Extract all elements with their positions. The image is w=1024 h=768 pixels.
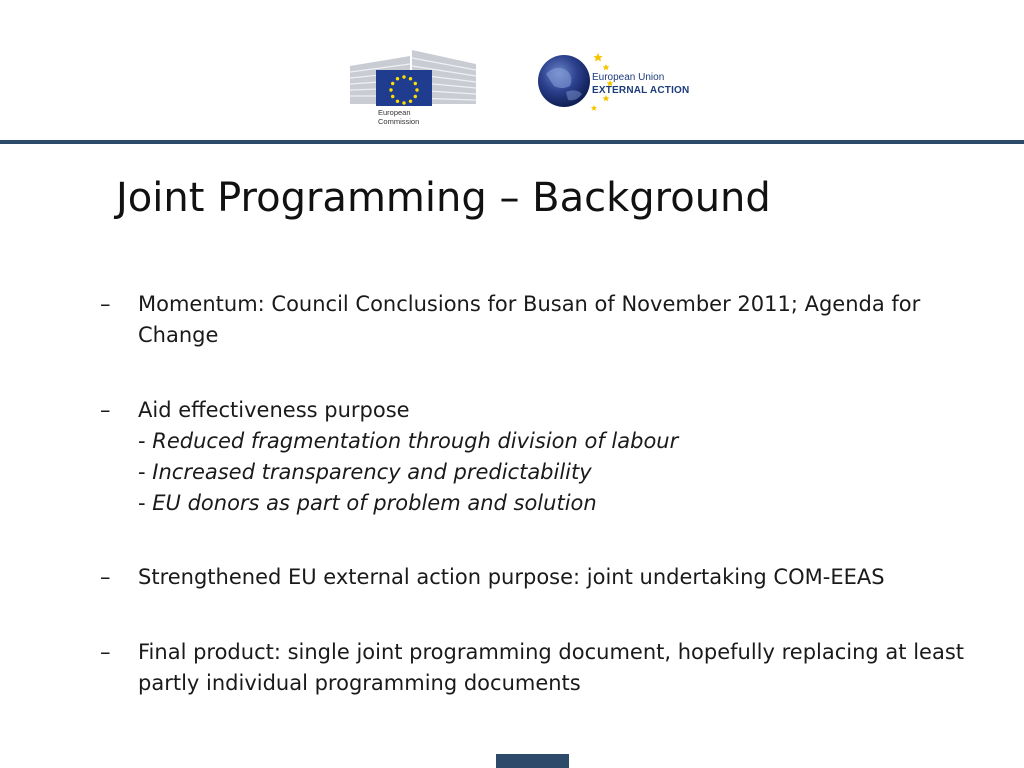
dash-marker: –: [100, 565, 111, 589]
bullet-item: [100, 562, 1000, 593]
bullet-text: Momentum: Council Conclusions for Busan of November 2011; Agenda for Change: [138, 292, 921, 347]
sub-point: - Increased transparency and predictability: [138, 460, 592, 484]
dash-marker: –: [100, 292, 111, 316]
dash-marker: –: [100, 640, 111, 664]
eeas-logo-line1: European Union: [592, 72, 665, 83]
bullet-text: Aid effectiveness purpose: [138, 398, 410, 422]
bullet-item: [100, 289, 1000, 351]
bullet-text: Strengthened EU external action purpose: joint undertaking COM-EEAS: [138, 565, 885, 589]
slide-title: Joint Programming – Background: [116, 175, 771, 221]
sub-point: - Reduced fragmentation through division of labour: [138, 429, 679, 453]
bullet-list: [100, 289, 1000, 699]
eeas-logo-line2: EXTERNAL ACTION: [592, 85, 690, 96]
bullet-item: [100, 395, 1000, 519]
bullet-item: [100, 637, 1000, 699]
sub-point: - EU donors as part of problem and solution: [138, 491, 597, 515]
european-commission-label: European Commission: [378, 108, 420, 126]
dash-marker: –: [100, 398, 111, 422]
bullet-text: Final product: single joint programming document, hopefully replacing at least partly individual programming documents: [138, 640, 965, 695]
footer-tab: [496, 754, 569, 768]
header-divider: [0, 140, 1024, 144]
slide-header: [0, 0, 1024, 140]
